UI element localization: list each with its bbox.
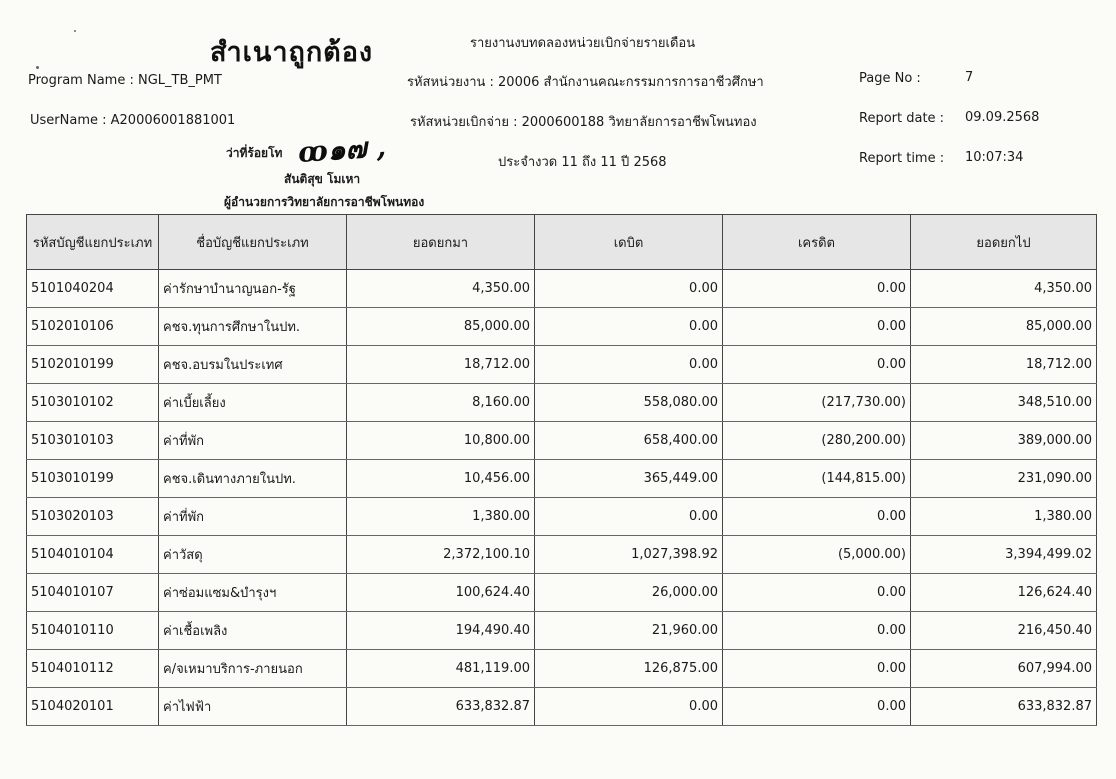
table-row [27,536,1097,574]
cell-closing-balance: 216,450.40 [911,612,1097,650]
table-row [27,422,1097,460]
scan-speck [36,66,39,69]
cell-debit: 0.00 [535,498,723,536]
table-row [27,650,1097,688]
cell-debit: 0.00 [535,688,723,726]
cell-closing-balance: 607,994.00 [911,650,1097,688]
table-row [27,460,1097,498]
signature-rank: ว่าที่ร้อยโท [226,146,283,160]
cell-opening-balance: 10,800.00 [347,422,535,460]
cell-opening-balance: 8,160.00 [347,384,535,422]
signatory-name: สันติสุข โมเหา [284,172,361,186]
cell-opening-balance: 18,712.00 [347,346,535,384]
agency-code: รหัสหน่วยงาน : 20006 สำนักงานคณะกรรมการการอาชีวศึกษา [407,75,764,90]
col-header-debit: เดบิต [535,215,723,270]
table-row [27,384,1097,422]
cell-account-name: คชจ.ทุนการศึกษาในปท. [159,308,347,346]
cell-credit: 0.00 [723,498,911,536]
cell-account-name: ค่าที่พัก [159,498,347,536]
cell-account-name: ค่าเชื้อเพลิง [159,612,347,650]
col-header-closing-balance: ยอดยกไป [911,215,1097,270]
col-header-credit: เครดิต [723,215,911,270]
cell-closing-balance: 231,090.00 [911,460,1097,498]
cell-account-name: ค่าซ่อมแซม&บำรุงฯ [159,574,347,612]
cell-account-name: ค่ารักษาบำนาญนอก-รัฐ [159,270,347,308]
cell-account-code: 5102010106 [27,308,159,346]
cell-opening-balance: 194,490.40 [347,612,535,650]
table-row [27,498,1097,536]
cell-account-name: คชจ.เดินทางภายในปท. [159,460,347,498]
program-name: Program Name : NGL_TB_PMT [28,73,222,88]
cell-credit: (217,730.00) [723,384,911,422]
cell-account-code: 5104010112 [27,650,159,688]
table-row [27,574,1097,612]
signatory-position: ผู้อำนวยการวิทยาลัยการอาชีพโพนทอง [224,195,425,209]
cell-debit: 21,960.00 [535,612,723,650]
table-row [27,688,1097,726]
cell-closing-balance: 126,624.40 [911,574,1097,612]
cell-debit: 1,027,398.92 [535,536,723,574]
cell-opening-balance: 481,119.00 [347,650,535,688]
cell-account-code: 5104010104 [27,536,159,574]
cell-closing-balance: 18,712.00 [911,346,1097,384]
trial-balance-table [26,214,1097,726]
cell-opening-balance: 633,832.87 [347,688,535,726]
page-no-value: 7 [965,70,974,85]
col-header-account-name: ชื่อบัญชีแยกประเภท [159,215,347,270]
report-time-value: 10:07:34 [965,150,1024,165]
report-date-value: 09.09.2568 [965,110,1040,125]
cell-opening-balance: 2,372,100.10 [347,536,535,574]
table-row [27,308,1097,346]
cell-account-code: 5103010199 [27,460,159,498]
cell-credit: (144,815.00) [723,460,911,498]
cell-closing-balance: 3,394,499.02 [911,536,1097,574]
cell-credit: 0.00 [723,650,911,688]
cell-credit: 0.00 [723,574,911,612]
cell-account-name: คชจ.อบรมในประเทศ [159,346,347,384]
cell-account-code: 5104010107 [27,574,159,612]
cell-debit: 126,875.00 [535,650,723,688]
cell-account-code: 5101040204 [27,270,159,308]
cell-account-name: ค/จเหมาบริการ-ภายนอก [159,650,347,688]
cell-account-name: ค่าที่พัก [159,422,347,460]
table-row [27,612,1097,650]
col-header-account-code: รหัสบัญชีแยกประเภท [27,215,159,270]
cell-account-code: 5104010110 [27,612,159,650]
cell-account-code: 5103010102 [27,384,159,422]
cell-account-code: 5104020101 [27,688,159,726]
cell-debit: 365,449.00 [535,460,723,498]
cell-opening-balance: 1,380.00 [347,498,535,536]
cell-account-code: 5103020103 [27,498,159,536]
cell-debit: 658,400.00 [535,422,723,460]
cell-closing-balance: 348,510.00 [911,384,1097,422]
cell-closing-balance: 389,000.00 [911,422,1097,460]
cell-debit: 0.00 [535,270,723,308]
cell-debit: 0.00 [535,346,723,384]
page-no-label: Page No : [859,71,921,86]
cell-credit: 0.00 [723,308,911,346]
cell-credit: 0.00 [723,270,911,308]
cell-account-code: 5102010199 [27,346,159,384]
table-row [27,270,1097,308]
report-title: รายงานงบทดลองหน่วยเบิกจ่ายรายเดือน [470,36,696,51]
cell-credit: 0.00 [723,346,911,384]
col-header-opening-balance: ยอดยกมา [347,215,535,270]
cell-credit: 0.00 [723,612,911,650]
cell-account-code: 5103010103 [27,422,159,460]
cell-opening-balance: 85,000.00 [347,308,535,346]
table-header-row [27,215,1097,270]
cell-opening-balance: 4,350.00 [347,270,535,308]
report-period: ประจำงวด 11 ถึง 11 ปี 2568 [498,155,667,170]
disbursing-unit-code: รหัสหน่วยเบิกจ่าย : 2000600188 วิทยาลัยการอาชีพโพนทอง [410,115,757,130]
report-date-label: Report date : [859,111,945,126]
cell-debit: 0.00 [535,308,723,346]
cell-credit: (5,000.00) [723,536,911,574]
cell-debit: 26,000.00 [535,574,723,612]
cell-account-name: ค่าเบี้ยเลี้ยง [159,384,347,422]
cell-debit: 558,080.00 [535,384,723,422]
cell-opening-balance: 100,624.40 [347,574,535,612]
cell-credit: (280,200.00) [723,422,911,460]
cell-account-name: ค่าไฟฟ้า [159,688,347,726]
cell-closing-balance: 85,000.00 [911,308,1097,346]
user-name: UserName : A20006001881001 [30,113,236,128]
cell-account-name: ค่าวัสดุ [159,536,347,574]
cell-credit: 0.00 [723,688,911,726]
cell-closing-balance: 1,380.00 [911,498,1097,536]
cell-closing-balance: 4,350.00 [911,270,1097,308]
certified-copy-stamp: สำเนาถูกต้อง [210,37,374,68]
handwritten-signature: ꝏ๑๗ , [296,129,388,170]
scan-speck [74,30,76,32]
cell-closing-balance: 633,832.87 [911,688,1097,726]
table-row [27,346,1097,384]
cell-opening-balance: 10,456.00 [347,460,535,498]
report-time-label: Report time : [859,151,945,166]
